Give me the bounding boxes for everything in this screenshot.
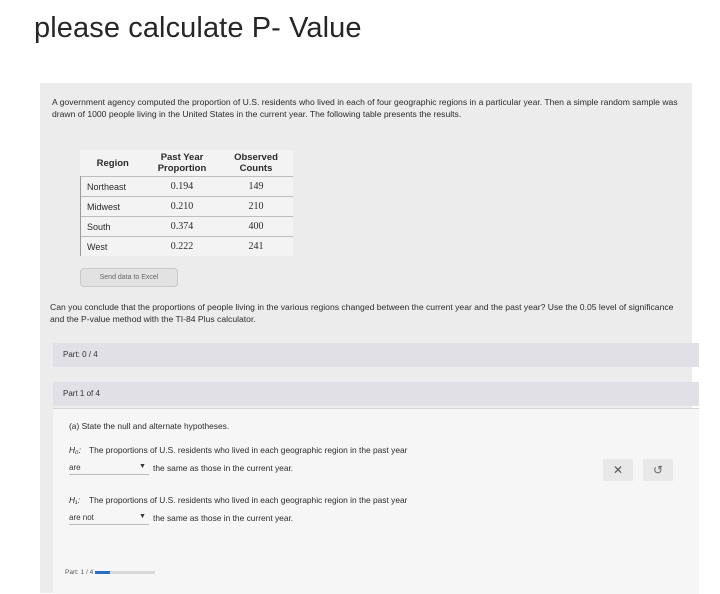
header-region: Region [96, 157, 129, 169]
h1-symbol: H₁: [69, 495, 81, 505]
part-summary-bar [53, 343, 699, 367]
h0-symbol: H₀: [69, 445, 81, 455]
h0-tail: the same as those in the current year. [153, 463, 294, 473]
problem-question: Can you conclude that the proportions of people living in the various regions changed between the current year and the past year? Use the 0.05 level of significance and the P-value method with the TI-84 Plus calculator. [50, 302, 674, 324]
page-heading: please calculate P- Value [34, 12, 362, 44]
header-observed-counts [219, 150, 293, 177]
cell-count: 241 [219, 237, 293, 257]
cell-region: Midwest [81, 197, 146, 217]
h1-select[interactable]: are not [69, 513, 94, 522]
h1-text: The proportions of U.S. residents who lived in each geographic region in the past year [89, 495, 408, 505]
cell-region: West [81, 237, 146, 257]
part-current-label: Part 1 of 4 [63, 389, 100, 398]
h1-tail: the same as those in the current year. [153, 513, 294, 523]
cell-count: 400 [219, 217, 293, 237]
cell-region: South [81, 217, 146, 237]
chevron-down-icon[interactable]: ▼ [139, 513, 146, 520]
h0-select[interactable]: are [69, 463, 81, 472]
table-row [81, 217, 294, 237]
cell-proportion: 0.374 [145, 217, 219, 237]
progress-bar [95, 571, 155, 574]
h0-text: The proportions of U.S. residents who lived in each geographic region in the past year [89, 445, 408, 455]
table-row [81, 197, 294, 217]
data-table-container [80, 150, 293, 256]
cell-proportion: 0.194 [145, 177, 219, 197]
cell-proportion: 0.222 [145, 237, 219, 257]
h1-select-underline [69, 524, 149, 525]
undo-icon[interactable]: ↺ [643, 459, 673, 481]
header-past-year-proportion [145, 150, 219, 177]
table-header-row [81, 150, 294, 177]
h0-select-underline [69, 474, 149, 475]
header-obs-line1: Observed [234, 152, 278, 163]
cell-region: Northeast [81, 177, 146, 197]
header-prop-line2: Proportion [157, 163, 207, 174]
close-icon[interactable]: ✕ [603, 459, 633, 481]
cell-proportion: 0.210 [145, 197, 219, 217]
cell-count: 210 [219, 197, 293, 217]
region-table [80, 150, 293, 256]
panel-prompt: (a) State the null and alternate hypotheses. [69, 421, 230, 431]
answer-panel [53, 408, 699, 594]
part-summary-label: Part: 0 / 4 [63, 350, 98, 359]
send-to-excel-button[interactable]: Send data to Excel [80, 268, 178, 287]
table-row [81, 177, 294, 197]
header-prop-line1: Past Year [160, 152, 204, 163]
header-obs-line2: Counts [239, 163, 273, 174]
part-current-bar [53, 382, 699, 406]
table-row [81, 237, 294, 257]
progress-label: Part: 1 / 4 [65, 569, 94, 576]
chevron-down-icon[interactable]: ▼ [139, 463, 146, 470]
problem-intro: A government agency computed the proportion of U.S. residents who lived in each of four geographic regions in a particular year. Then a simple random sample was drawn of 1000 people living in the United States in the current year. The following table presents the results. [52, 97, 678, 119]
cell-count: 149 [219, 177, 293, 197]
progress-fill [95, 571, 110, 574]
